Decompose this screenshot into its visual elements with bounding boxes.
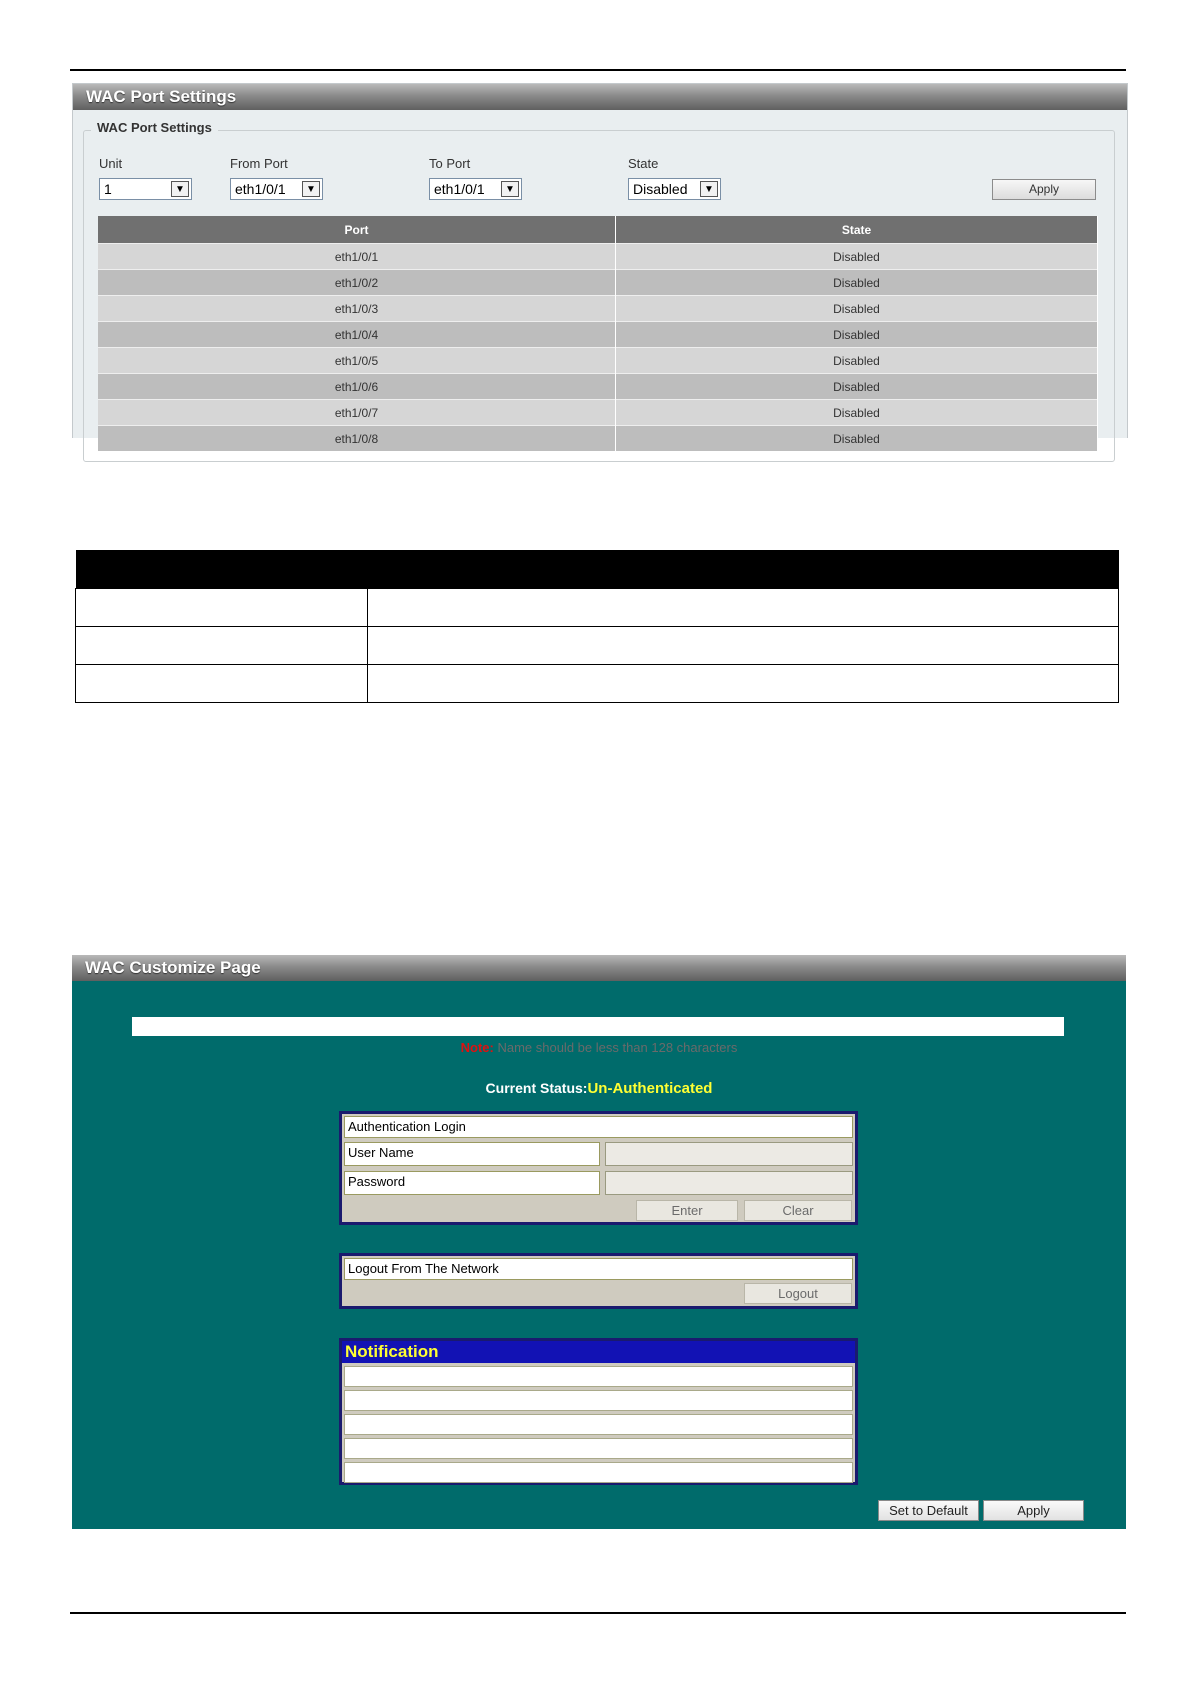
chevron-down-icon[interactable]: ▼ (700, 181, 718, 197)
state-cell: Disabled (616, 400, 1098, 426)
table-header-cell (368, 550, 1119, 589)
logout-box-title[interactable]: Logout From The Network (344, 1258, 853, 1280)
parameter-description-table (75, 550, 1119, 703)
user-name-field[interactable] (605, 1142, 853, 1166)
port-column-header: Port (98, 216, 616, 244)
state-select[interactable] (628, 178, 721, 200)
top-rule (70, 69, 1126, 71)
window-title: WAC Port Settings (73, 84, 1127, 110)
notification-line[interactable] (344, 1366, 853, 1387)
table-row (98, 244, 1098, 270)
state-column-header: State (616, 216, 1098, 244)
status-value: Un-Authenticated (587, 1080, 713, 1097)
table-row (98, 400, 1098, 426)
port-cell: eth1/0/1 (98, 244, 616, 270)
password-label[interactable]: Password (344, 1171, 600, 1195)
state-cell: Disabled (616, 296, 1098, 322)
state-cell: Disabled (616, 348, 1098, 374)
unit-label: Unit (99, 156, 123, 171)
window-title: WAC Customize Page (72, 955, 1126, 981)
state-cell: Disabled (616, 426, 1098, 452)
parameter-cell (76, 627, 368, 665)
state-cell: Disabled (616, 322, 1098, 348)
port-cell: eth1/0/2 (98, 270, 616, 296)
table-row (98, 270, 1098, 296)
set-to-default-button[interactable]: Set to Default (878, 1500, 979, 1521)
apply-button[interactable]: Apply (992, 179, 1096, 200)
parameter-cell (76, 665, 368, 703)
wac-customize-page-window (72, 955, 1126, 1529)
enter-button[interactable]: Enter (636, 1200, 738, 1221)
chevron-down-icon[interactable]: ▼ (302, 181, 320, 197)
table-row (98, 322, 1098, 348)
port-cell: eth1/0/6 (98, 374, 616, 400)
description-cell (368, 627, 1119, 665)
table-row (98, 374, 1098, 400)
state-value: Disabled (633, 181, 688, 197)
table-row (76, 665, 1119, 703)
name-length-note (72, 1040, 1126, 1055)
clear-button[interactable]: Clear (744, 1200, 852, 1221)
user-name-label[interactable]: User Name (344, 1142, 600, 1166)
to-port-label: To Port (429, 156, 471, 171)
chevron-down-icon[interactable]: ▼ (171, 181, 189, 197)
table-row (98, 426, 1098, 452)
notification-line[interactable] (344, 1390, 853, 1411)
apply-button[interactable]: Apply (983, 1500, 1084, 1521)
to-port-select[interactable] (429, 178, 522, 200)
description-cell (368, 665, 1119, 703)
password-field[interactable] (605, 1171, 853, 1195)
state-cell: Disabled (616, 270, 1098, 296)
notification-box (339, 1338, 858, 1485)
logout-box (339, 1253, 858, 1309)
parameter-cell (76, 589, 368, 627)
state-label: State (628, 156, 659, 171)
port-cell: eth1/0/3 (98, 296, 616, 322)
table-header-cell (76, 550, 368, 589)
status-label: Current Status: (485, 1080, 588, 1096)
current-status (72, 1080, 1126, 1098)
unit-select[interactable] (99, 178, 192, 200)
wac-port-settings-window (72, 83, 1128, 446)
description-cell (368, 589, 1119, 627)
bottom-rule (70, 1612, 1126, 1614)
unit-value: 1 (104, 181, 112, 197)
port-cell: eth1/0/5 (98, 348, 616, 374)
table-row (76, 627, 1119, 665)
state-cell: Disabled (616, 374, 1098, 400)
port-cell: eth1/0/7 (98, 400, 616, 426)
note-text: Name should be less than 128 characters (497, 1040, 738, 1055)
table-row (98, 348, 1098, 374)
note-label: Note: (460, 1040, 494, 1055)
to-port-value: eth1/0/1 (434, 181, 485, 197)
notification-line[interactable] (344, 1414, 853, 1435)
notification-title[interactable]: Notification (342, 1341, 855, 1363)
authentication-login-box (339, 1111, 858, 1225)
login-box-title[interactable]: Authentication Login (344, 1116, 853, 1138)
page-title-input[interactable] (132, 1017, 1064, 1036)
logout-button[interactable]: Logout (744, 1283, 852, 1304)
port-cell: eth1/0/4 (98, 322, 616, 348)
fieldset-legend: WAC Port Settings (91, 120, 218, 135)
table-row (98, 296, 1098, 322)
table-row (76, 589, 1119, 627)
notification-line[interactable] (344, 1462, 853, 1483)
from-port-value: eth1/0/1 (235, 181, 286, 197)
notification-line[interactable] (344, 1438, 853, 1459)
chevron-down-icon[interactable]: ▼ (501, 181, 519, 197)
from-port-select[interactable] (230, 178, 323, 200)
port-cell: eth1/0/8 (98, 426, 616, 452)
port-state-table (98, 216, 1098, 451)
state-cell: Disabled (616, 244, 1098, 270)
from-port-label: From Port (230, 156, 288, 171)
